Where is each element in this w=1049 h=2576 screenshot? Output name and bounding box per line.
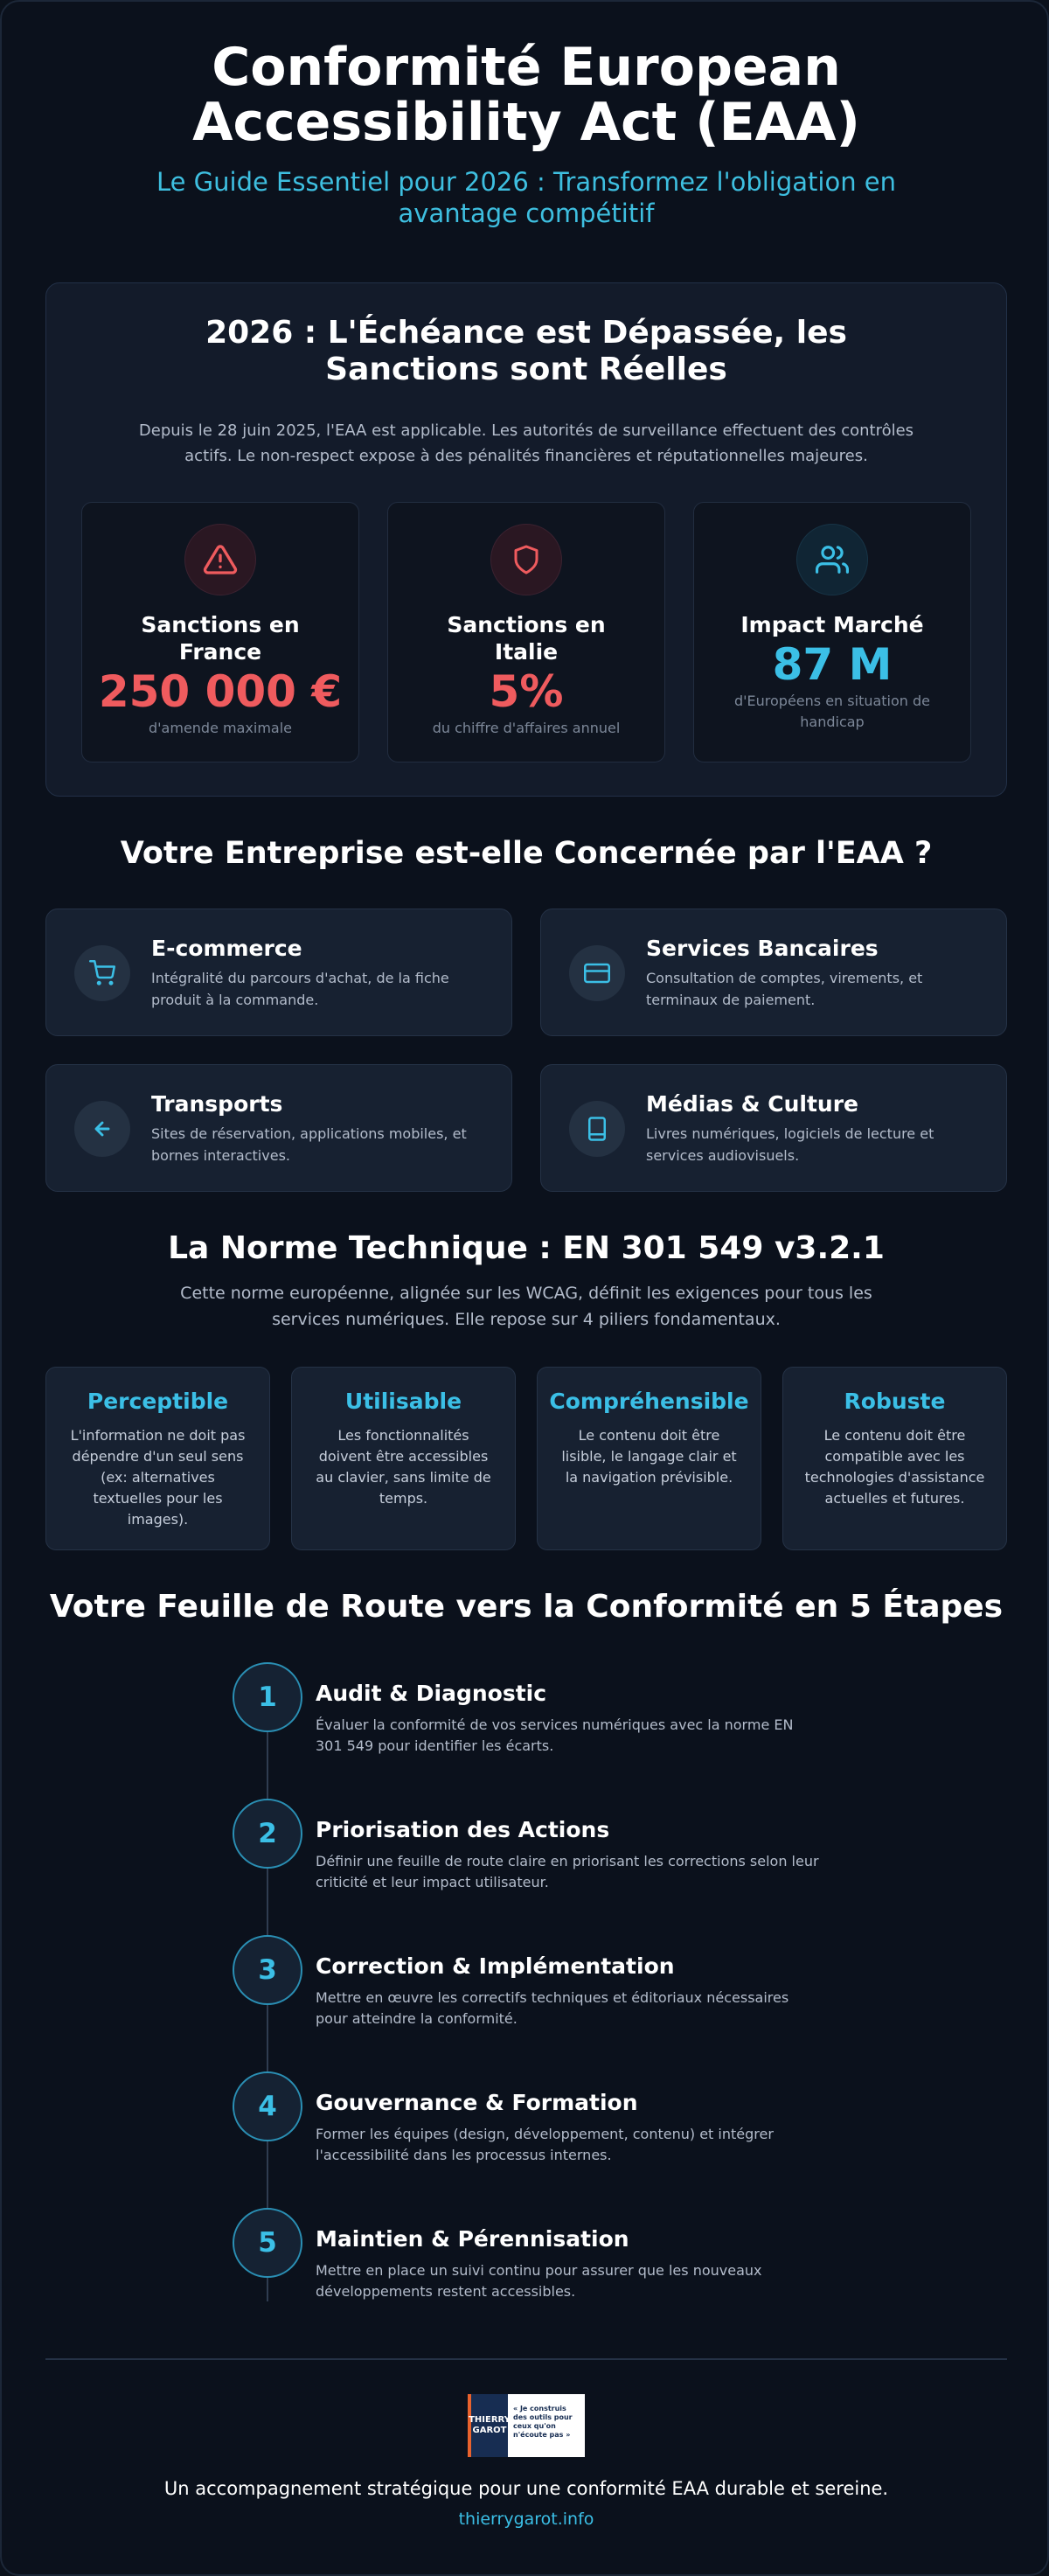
users-icon xyxy=(796,524,868,595)
step-desc: Former les équipes (design, développement, contenu) et intégrer l'accessibilité dans les processus internes. xyxy=(316,2126,774,2163)
step-title: Priorisation des Actions xyxy=(316,1817,610,1842)
step-title: Correction & Implémentation xyxy=(316,1953,675,1979)
sector-desc: Consultation de comptes, virements, et terminaux de paiement. xyxy=(646,970,923,1008)
stat-label: Sanctions en France xyxy=(141,612,300,665)
sector-desc: Livres numériques, logiciels de lecture et services audiovisuels. xyxy=(646,1125,934,1164)
step-title: Gouvernance & Formation xyxy=(316,2090,638,2115)
footer-divider xyxy=(45,2358,1007,2360)
stat-note: du chiffre d'affaires annuel xyxy=(432,720,621,736)
step-number: 4 xyxy=(233,2071,302,2141)
step-desc: Évaluer la conformité de vos services numériques avec la norme EN 301 549 pour identifier les écarts. xyxy=(316,1716,794,1754)
pillar-name: Compréhensible xyxy=(549,1389,749,1414)
pillar-card-comprehensible xyxy=(537,1367,761,1550)
pillar-desc: Les fonctionnalités doivent être accessibles au clavier, sans limite de temps. xyxy=(316,1427,491,1507)
step-desc: Mettre en place un suivi continu pour assurer que les nouveaux développements restent accessibles. xyxy=(316,2262,762,2300)
roadmap-title: Votre Feuille de Route vers la Conformité en 5 Étapes xyxy=(49,1589,1004,1625)
step-number: 3 xyxy=(233,1935,302,2005)
pillar-desc: Le contenu doit être lisible, le langage clair et la navigation prévisible. xyxy=(561,1427,737,1486)
step-number: 5 xyxy=(233,2208,302,2278)
pillar-name: Utilisable xyxy=(344,1389,462,1414)
sector-name: Services Bancaires xyxy=(646,936,879,961)
stat-value: 250 000 € xyxy=(98,666,343,717)
warning-icon xyxy=(184,524,256,595)
stat-card-france xyxy=(81,502,359,762)
pillar-desc: Le contenu doit être compatible avec les technologies d'assistance actuelles et futures. xyxy=(804,1427,985,1507)
cart-icon xyxy=(74,945,130,1001)
header xyxy=(2,37,1049,229)
deadline-card xyxy=(45,282,1007,797)
pillar-card-utilisable xyxy=(291,1367,516,1550)
step-desc: Définir une feuille de route claire en priorisant les corrections selon leur criticité et leur impact utilisateur. xyxy=(316,1853,819,1890)
page-subtitle: Le Guide Essentiel pour 2026 : Transformez l'obligation en avantage compétitif xyxy=(156,167,897,228)
sector-name: Transports xyxy=(151,1091,283,1117)
step-number: 1 xyxy=(233,1662,302,1732)
sector-desc: Intégralité du parcours d'achat, de la fiche produit à la commande. xyxy=(151,970,449,1008)
sector-card-banque xyxy=(540,909,1007,1036)
shield-icon xyxy=(490,524,562,595)
page-title: Conformité European Accessibility Act (EAA) xyxy=(192,37,860,153)
sector-card-transports xyxy=(45,1064,512,1192)
step-title: Maintien & Pérennisation xyxy=(316,2226,629,2252)
sectors-title: Votre Entreprise est-elle Concernée par l'EAA ? xyxy=(120,836,933,871)
arrow-icon xyxy=(74,1101,130,1157)
website-link[interactable]: thierrygarot.info xyxy=(458,2510,594,2529)
footer-tagline: Un accompagnement stratégique pour une conformité EAA durable et sereine. xyxy=(163,2478,889,2499)
logo-quote: « Je construis des outils pour ceux qu'on n'écoute pas » xyxy=(513,2405,573,2439)
stat-value: 5% xyxy=(489,666,564,717)
stat-card-marche xyxy=(693,502,971,762)
pillar-card-robuste xyxy=(782,1367,1007,1550)
norm-title: La Norme Technique : EN 301 549 v3.2.1 xyxy=(168,1230,885,1266)
credit-card-icon xyxy=(569,945,625,1001)
pillar-desc: L'information ne doit pas dépendre d'un seul sens (ex: alternatives textuelles pour les images). xyxy=(70,1427,246,1528)
deadline-intro: Depuis le 28 juin 2025, l'EAA est applicable. Les autorités de surveillance effectuent des contrôles actifs. Le non-respect expose à des pénalités financières et réputationnelles majeures. xyxy=(138,421,914,465)
pillar-card-perceptible xyxy=(45,1367,270,1550)
sector-card-ecommerce xyxy=(45,909,512,1036)
stat-card-italie xyxy=(387,502,665,762)
deadline-title: 2026 : L'Échéance est Dépassée, les Sanctions sont Réelles xyxy=(205,315,847,387)
brand-logo: THIERRY GAROT « Je construis des outils pour ceux qu'on n'écoute pas » xyxy=(468,2394,585,2457)
sector-desc: Sites de réservation, applications mobiles, et bornes interactives. xyxy=(151,1125,467,1164)
step-number: 2 xyxy=(233,1799,302,1869)
stat-value: 87 M xyxy=(772,639,893,690)
pillar-name: Robuste xyxy=(844,1389,946,1414)
step-title: Audit & Diagnostic xyxy=(316,1681,547,1706)
book-icon xyxy=(569,1101,625,1157)
stat-label: Sanctions en Italie xyxy=(447,612,606,665)
step-desc: Mettre en œuvre les correctifs techniques et éditoriaux nécessaires pour atteindre la conformité. xyxy=(316,1989,789,2027)
sector-name: Médias & Culture xyxy=(646,1091,859,1117)
stat-label: Impact Marché xyxy=(740,612,924,637)
stat-note: d'Européens en situation de handicap xyxy=(733,693,931,730)
sector-name: E-commerce xyxy=(151,936,302,961)
sector-card-medias xyxy=(540,1064,1007,1192)
pillar-name: Perceptible xyxy=(87,1389,229,1414)
stat-note: d'amende maximale xyxy=(149,720,292,736)
norm-intro: Cette norme européenne, alignée sur les WCAG, définit les exigences pour tous les services numériques. Elle repose sur 4 piliers fondamentaux. xyxy=(180,1284,872,1329)
